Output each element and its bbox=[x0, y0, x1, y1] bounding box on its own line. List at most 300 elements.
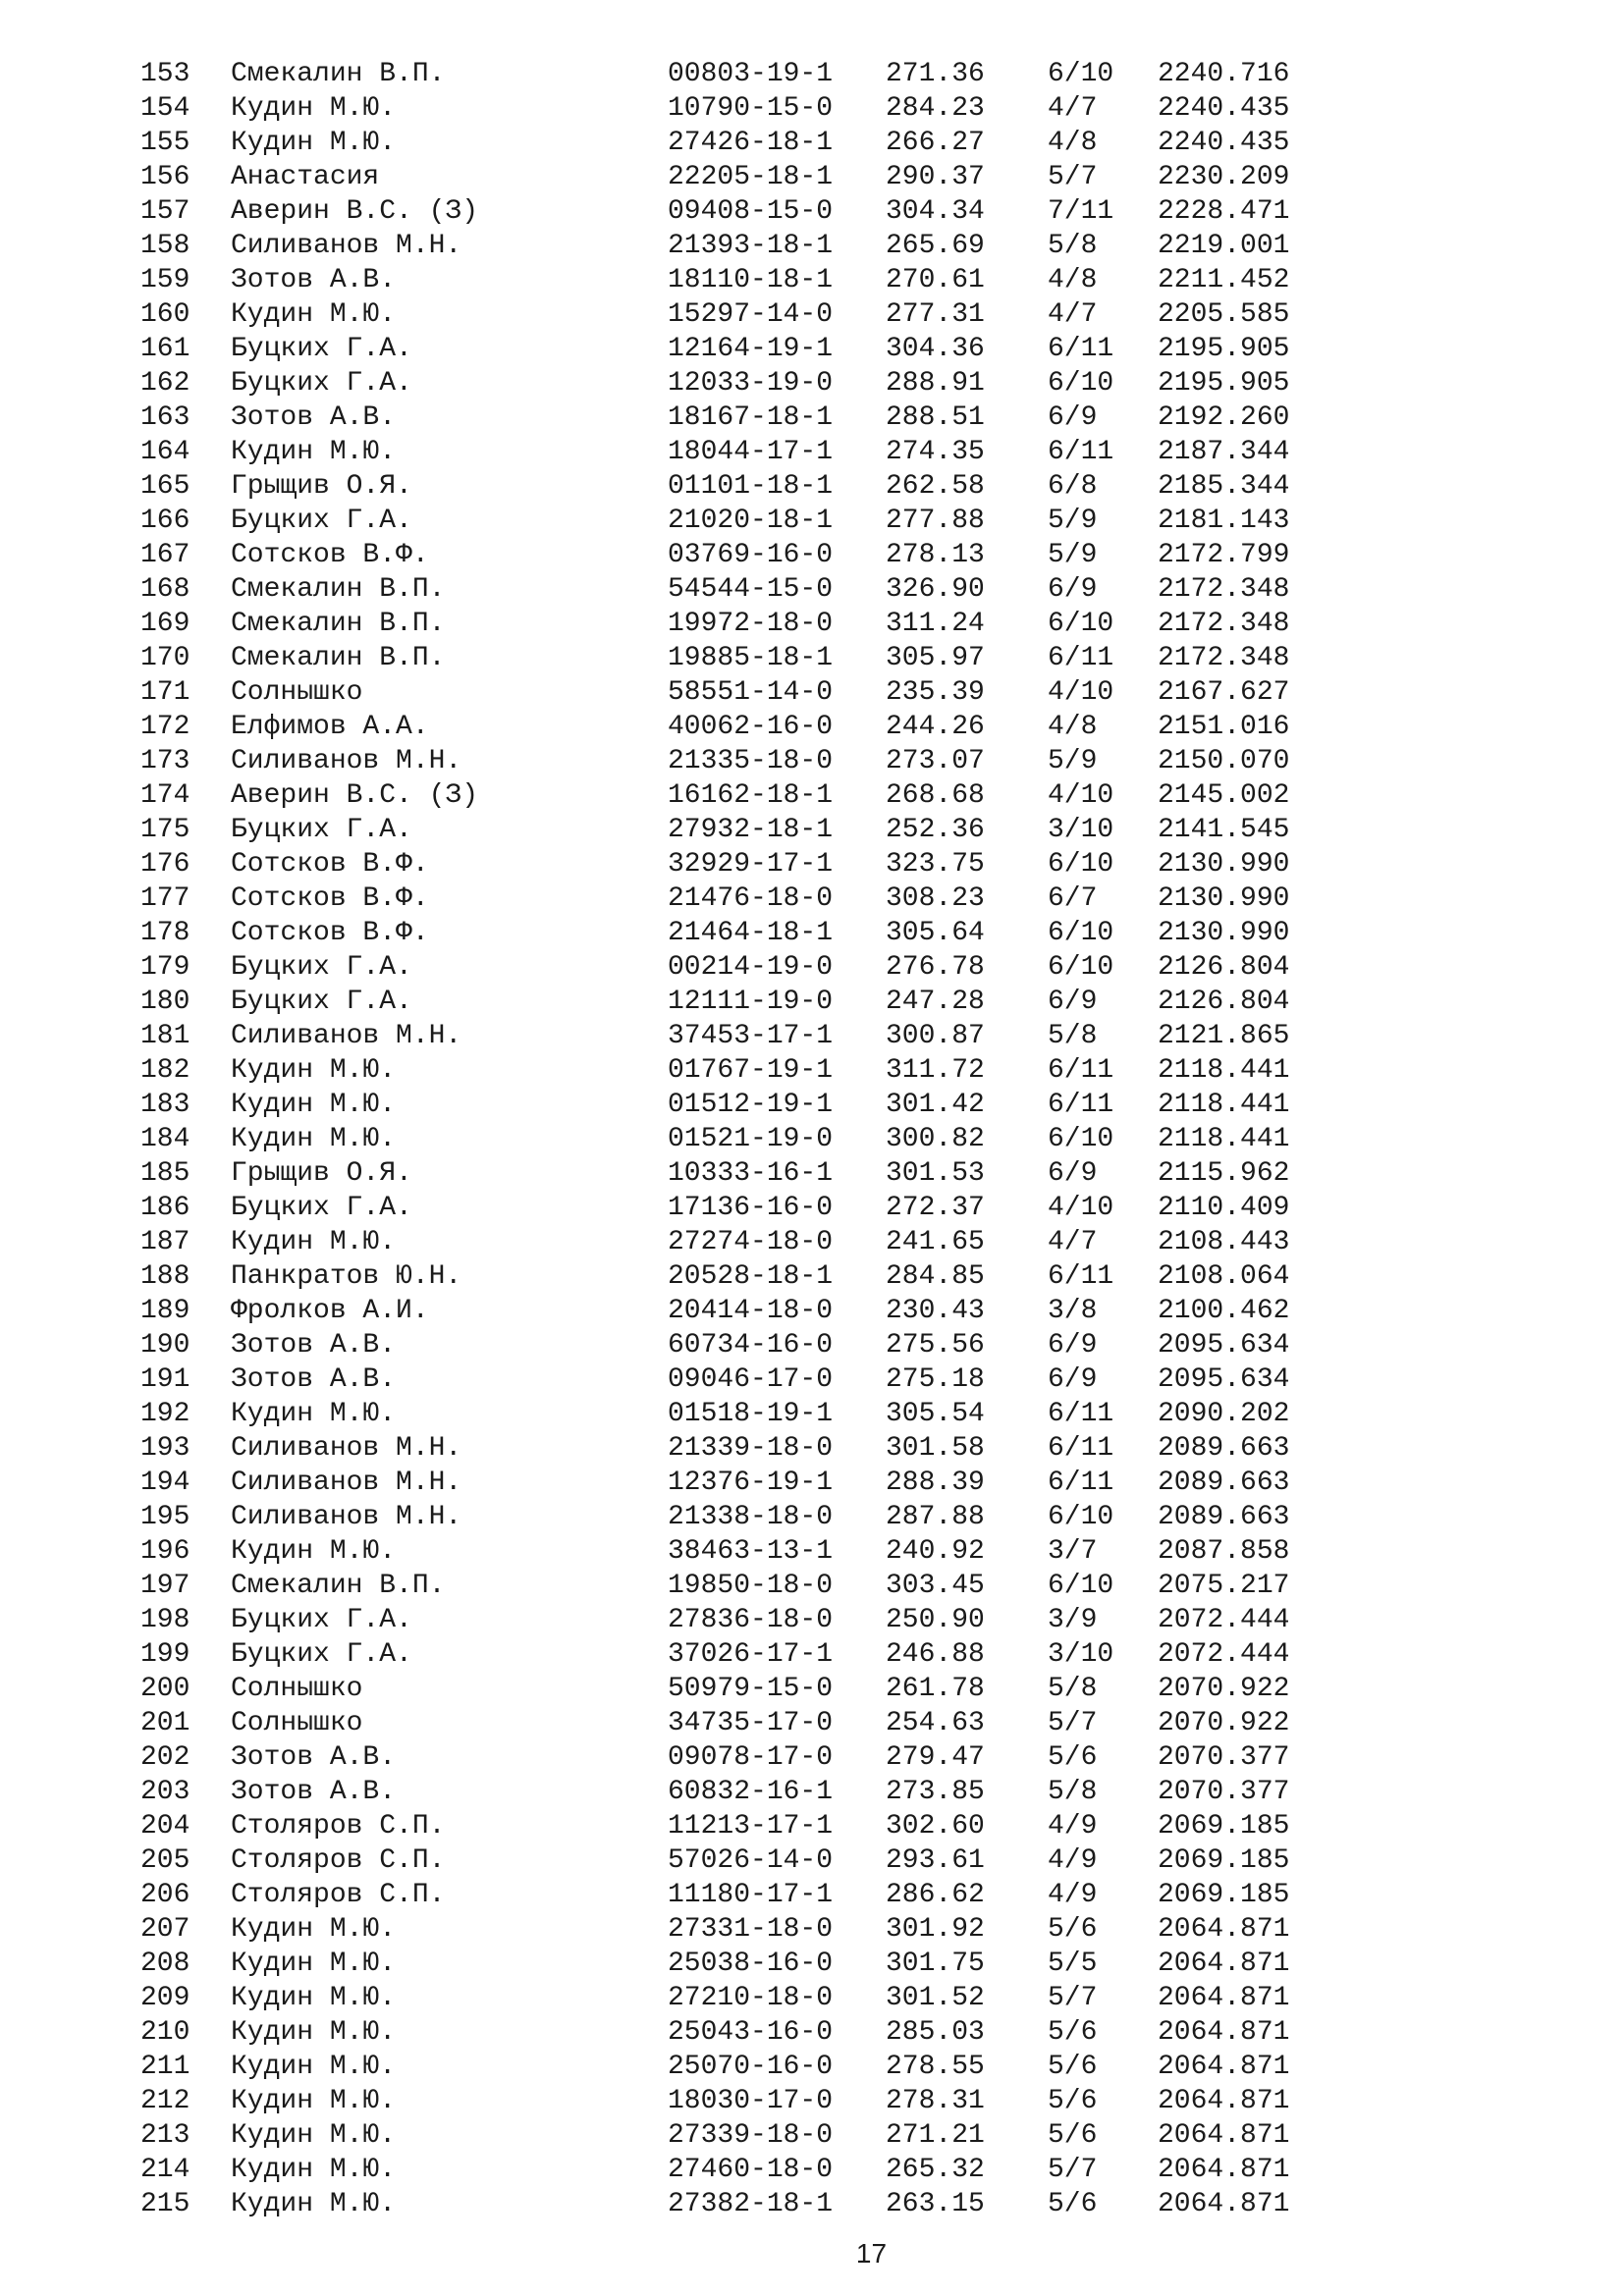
ratio-value: 5/9 bbox=[1048, 540, 1098, 570]
score-value: 2185.344 bbox=[1158, 471, 1290, 502]
weight-value: 305.54 bbox=[886, 1399, 985, 1429]
score-value: 2195.905 bbox=[1158, 334, 1290, 364]
ratio-value: 6/10 bbox=[1048, 918, 1114, 948]
score-value: 2172.348 bbox=[1158, 574, 1290, 605]
owner-name: Кудин М.Ю. bbox=[231, 299, 397, 330]
table-row bbox=[0, 1122, 1624, 1156]
owner-name: Зотов А.В. bbox=[231, 402, 397, 433]
weight-value: 279.47 bbox=[886, 1742, 985, 1773]
record-code: 27274-18-0 bbox=[668, 1227, 834, 1257]
owner-name: Кудин М.Ю. bbox=[231, 128, 397, 158]
ratio-value: 3/10 bbox=[1048, 815, 1114, 845]
table-row bbox=[0, 1843, 1624, 1878]
owner-name: Силиванов М.Н. bbox=[231, 231, 462, 261]
table-row bbox=[0, 91, 1624, 126]
row-number: 166 bbox=[140, 506, 190, 536]
score-value: 2228.471 bbox=[1158, 196, 1290, 227]
score-value: 2240.435 bbox=[1158, 93, 1290, 124]
table-row bbox=[0, 1156, 1624, 1191]
ratio-value: 3/7 bbox=[1048, 1536, 1098, 1567]
row-number: 180 bbox=[140, 987, 190, 1017]
owner-name: Буцких Г.А. bbox=[231, 368, 412, 399]
record-code: 21335-18-0 bbox=[668, 746, 834, 776]
record-code: 21338-18-0 bbox=[668, 1502, 834, 1532]
row-number: 170 bbox=[140, 643, 190, 673]
weight-value: 261.78 bbox=[886, 1674, 985, 1704]
row-number: 174 bbox=[140, 780, 190, 811]
ratio-value: 6/10 bbox=[1048, 368, 1114, 399]
row-number: 191 bbox=[140, 1364, 190, 1395]
table-row bbox=[0, 400, 1624, 435]
weight-value: 235.39 bbox=[886, 677, 985, 708]
table-row bbox=[0, 332, 1624, 366]
score-value: 2070.922 bbox=[1158, 1674, 1290, 1704]
table-row bbox=[0, 2084, 1624, 2118]
weight-value: 250.90 bbox=[886, 1605, 985, 1635]
ratio-value: 6/10 bbox=[1048, 609, 1114, 639]
owner-name: Кудин М.Ю. bbox=[231, 93, 397, 124]
page-number: 17 bbox=[855, 2238, 888, 2269]
row-number: 207 bbox=[140, 1914, 190, 1945]
record-code: 40062-16-0 bbox=[668, 712, 834, 742]
row-number: 197 bbox=[140, 1571, 190, 1601]
weight-value: 308.23 bbox=[886, 883, 985, 914]
owner-name: Буцких Г.А. bbox=[231, 1639, 412, 1670]
ratio-value: 6/9 bbox=[1048, 1158, 1098, 1189]
ratio-value: 6/8 bbox=[1048, 471, 1098, 502]
record-code: 16162-18-1 bbox=[668, 780, 834, 811]
owner-name: Столяров С.П. bbox=[231, 1845, 446, 1876]
score-value: 2172.348 bbox=[1158, 609, 1290, 639]
table-row bbox=[0, 1672, 1624, 1706]
ratio-value: 5/6 bbox=[1048, 1914, 1098, 1945]
score-value: 2090.202 bbox=[1158, 1399, 1290, 1429]
owner-name: Буцких Г.А. bbox=[231, 952, 412, 983]
weight-value: 305.97 bbox=[886, 643, 985, 673]
weight-value: 303.45 bbox=[886, 1571, 985, 1601]
weight-value: 326.90 bbox=[886, 574, 985, 605]
table-row bbox=[0, 1466, 1624, 1500]
row-number: 182 bbox=[140, 1055, 190, 1086]
owner-name: Кудин М.Ю. bbox=[231, 1227, 397, 1257]
owner-name: Кудин М.Ю. bbox=[231, 2155, 397, 2185]
row-number: 156 bbox=[140, 162, 190, 192]
record-code: 19885-18-1 bbox=[668, 643, 834, 673]
record-code: 37453-17-1 bbox=[668, 1021, 834, 1051]
owner-name: Кудин М.Ю. bbox=[231, 1399, 397, 1429]
score-value: 2118.441 bbox=[1158, 1124, 1290, 1154]
row-number: 200 bbox=[140, 1674, 190, 1704]
row-number: 162 bbox=[140, 368, 190, 399]
score-value: 2192.260 bbox=[1158, 402, 1290, 433]
ratio-value: 5/7 bbox=[1048, 1708, 1098, 1738]
score-value: 2100.462 bbox=[1158, 1296, 1290, 1326]
table-row bbox=[0, 1534, 1624, 1569]
ratio-value: 5/6 bbox=[1048, 2189, 1098, 2219]
record-code: 18167-18-1 bbox=[668, 402, 834, 433]
weight-value: 311.72 bbox=[886, 1055, 985, 1086]
row-number: 212 bbox=[140, 2086, 190, 2116]
table-row bbox=[0, 263, 1624, 297]
table-row bbox=[0, 881, 1624, 916]
score-value: 2151.016 bbox=[1158, 712, 1290, 742]
score-value: 2064.871 bbox=[1158, 2189, 1290, 2219]
score-value: 2172.348 bbox=[1158, 643, 1290, 673]
score-value: 2230.209 bbox=[1158, 162, 1290, 192]
record-code: 12376-19-1 bbox=[668, 1468, 834, 1498]
table-row bbox=[0, 504, 1624, 538]
row-number: 199 bbox=[140, 1639, 190, 1670]
score-value: 2064.871 bbox=[1158, 2086, 1290, 2116]
owner-name: Кудин М.Ю. bbox=[231, 437, 397, 467]
ratio-value: 5/8 bbox=[1048, 1021, 1098, 1051]
owner-name: Силиванов М.Н. bbox=[231, 746, 462, 776]
table-row bbox=[0, 1706, 1624, 1740]
row-number: 181 bbox=[140, 1021, 190, 1051]
ratio-value: 6/9 bbox=[1048, 402, 1098, 433]
table-row bbox=[0, 194, 1624, 229]
ratio-value: 4/9 bbox=[1048, 1845, 1098, 1876]
record-code: 18030-17-0 bbox=[668, 2086, 834, 2116]
owner-name: Кудин М.Ю. bbox=[231, 2189, 397, 2219]
ratio-value: 6/10 bbox=[1048, 59, 1114, 89]
score-value: 2108.443 bbox=[1158, 1227, 1290, 1257]
table-row bbox=[0, 160, 1624, 194]
row-number: 158 bbox=[140, 231, 190, 261]
score-value: 2167.627 bbox=[1158, 677, 1290, 708]
score-value: 2181.143 bbox=[1158, 506, 1290, 536]
weight-value: 293.61 bbox=[886, 1845, 985, 1876]
table-row bbox=[0, 1225, 1624, 1259]
ratio-value: 5/8 bbox=[1048, 231, 1098, 261]
weight-value: 323.75 bbox=[886, 849, 985, 880]
record-code: 27339-18-0 bbox=[668, 2120, 834, 2151]
ratio-value: 6/9 bbox=[1048, 1364, 1098, 1395]
owner-name: Зотов А.В. bbox=[231, 1777, 397, 1807]
record-code: 19850-18-0 bbox=[668, 1571, 834, 1601]
weight-value: 266.27 bbox=[886, 128, 985, 158]
weight-value: 272.37 bbox=[886, 1193, 985, 1223]
ratio-value: 5/8 bbox=[1048, 1777, 1098, 1807]
row-number: 194 bbox=[140, 1468, 190, 1498]
record-code: 18110-18-1 bbox=[668, 265, 834, 295]
ratio-value: 6/11 bbox=[1048, 334, 1114, 364]
record-code: 60734-16-0 bbox=[668, 1330, 834, 1361]
record-code: 11213-17-1 bbox=[668, 1811, 834, 1842]
table-row bbox=[0, 778, 1624, 813]
score-value: 2089.663 bbox=[1158, 1502, 1290, 1532]
record-code: 50979-15-0 bbox=[668, 1674, 834, 1704]
weight-value: 304.36 bbox=[886, 334, 985, 364]
weight-value: 273.07 bbox=[886, 746, 985, 776]
table-row bbox=[0, 1019, 1624, 1053]
weight-value: 285.03 bbox=[886, 2017, 985, 2048]
score-value: 2064.871 bbox=[1158, 2017, 1290, 2048]
table-row bbox=[0, 1500, 1624, 1534]
table-row bbox=[0, 950, 1624, 985]
results-table bbox=[0, 57, 1624, 2221]
weight-value: 270.61 bbox=[886, 265, 985, 295]
table-row bbox=[0, 572, 1624, 607]
weight-value: 274.35 bbox=[886, 437, 985, 467]
ratio-value: 5/6 bbox=[1048, 2052, 1098, 2082]
owner-name: Зотов А.В. bbox=[231, 1742, 397, 1773]
table-row bbox=[0, 1088, 1624, 1122]
table-row bbox=[0, 916, 1624, 950]
weight-value: 301.75 bbox=[886, 1949, 985, 1979]
row-number: 172 bbox=[140, 712, 190, 742]
row-number: 167 bbox=[140, 540, 190, 570]
ratio-value: 6/11 bbox=[1048, 1399, 1114, 1429]
table-row bbox=[0, 1809, 1624, 1843]
record-code: 57026-14-0 bbox=[668, 1845, 834, 1876]
weight-value: 304.34 bbox=[886, 196, 985, 227]
owner-name: Смекалин В.П. bbox=[231, 59, 446, 89]
weight-value: 302.60 bbox=[886, 1811, 985, 1842]
record-code: 03769-16-0 bbox=[668, 540, 834, 570]
weight-value: 301.42 bbox=[886, 1090, 985, 1120]
record-code: 25070-16-0 bbox=[668, 2052, 834, 2082]
score-value: 2130.990 bbox=[1158, 918, 1290, 948]
row-number: 210 bbox=[140, 2017, 190, 2048]
owner-name: Солнышко bbox=[231, 1674, 363, 1704]
owner-name: Солнышко bbox=[231, 1708, 363, 1738]
score-value: 2172.799 bbox=[1158, 540, 1290, 570]
owner-name: Силиванов М.Н. bbox=[231, 1433, 462, 1464]
table-row bbox=[0, 2187, 1624, 2221]
owner-name: Солнышко bbox=[231, 677, 363, 708]
table-row bbox=[0, 1053, 1624, 1088]
owner-name: Сотсков В.Ф. bbox=[231, 883, 429, 914]
score-value: 2211.452 bbox=[1158, 265, 1290, 295]
row-number: 183 bbox=[140, 1090, 190, 1120]
row-number: 163 bbox=[140, 402, 190, 433]
owner-name: Фролков А.И. bbox=[231, 1296, 429, 1326]
ratio-value: 5/6 bbox=[1048, 1742, 1098, 1773]
record-code: 27210-18-0 bbox=[668, 1983, 834, 2013]
owner-name: Смекалин В.П. bbox=[231, 643, 446, 673]
weight-value: 287.88 bbox=[886, 1502, 985, 1532]
weight-value: 254.63 bbox=[886, 1708, 985, 1738]
record-code: 34735-17-0 bbox=[668, 1708, 834, 1738]
ratio-value: 6/11 bbox=[1048, 643, 1114, 673]
weight-value: 241.65 bbox=[886, 1227, 985, 1257]
weight-value: 301.58 bbox=[886, 1433, 985, 1464]
record-code: 00803-19-1 bbox=[668, 59, 834, 89]
ratio-value: 5/5 bbox=[1048, 1949, 1098, 1979]
table-row bbox=[0, 607, 1624, 641]
score-value: 2126.804 bbox=[1158, 987, 1290, 1017]
weight-value: 275.56 bbox=[886, 1330, 985, 1361]
weight-value: 290.37 bbox=[886, 162, 985, 192]
table-row bbox=[0, 1328, 1624, 1362]
row-number: 176 bbox=[140, 849, 190, 880]
row-number: 209 bbox=[140, 1983, 190, 2013]
weight-value: 300.87 bbox=[886, 1021, 985, 1051]
table-row bbox=[0, 1191, 1624, 1225]
row-number: 165 bbox=[140, 471, 190, 502]
owner-name: Столяров С.П. bbox=[231, 1811, 446, 1842]
row-number: 213 bbox=[140, 2120, 190, 2151]
ratio-value: 4/8 bbox=[1048, 712, 1098, 742]
score-value: 2121.865 bbox=[1158, 1021, 1290, 1051]
row-number: 168 bbox=[140, 574, 190, 605]
ratio-value: 5/6 bbox=[1048, 2017, 1098, 2048]
ratio-value: 3/9 bbox=[1048, 1605, 1098, 1635]
ratio-value: 7/11 bbox=[1048, 196, 1114, 227]
row-number: 198 bbox=[140, 1605, 190, 1635]
weight-value: 277.88 bbox=[886, 506, 985, 536]
record-code: 22205-18-1 bbox=[668, 162, 834, 192]
ratio-value: 4/8 bbox=[1048, 265, 1098, 295]
owner-name: Буцких Г.А. bbox=[231, 987, 412, 1017]
weight-value: 278.13 bbox=[886, 540, 985, 570]
score-value: 2095.634 bbox=[1158, 1330, 1290, 1361]
weight-value: 240.92 bbox=[886, 1536, 985, 1567]
score-value: 2150.070 bbox=[1158, 746, 1290, 776]
table-row bbox=[0, 126, 1624, 160]
table-row bbox=[0, 469, 1624, 504]
ratio-value: 3/10 bbox=[1048, 1639, 1114, 1670]
weight-value: 230.43 bbox=[886, 1296, 985, 1326]
row-number: 171 bbox=[140, 677, 190, 708]
ratio-value: 4/7 bbox=[1048, 1227, 1098, 1257]
owner-name: Сотсков В.Ф. bbox=[231, 849, 429, 880]
record-code: 12033-19-0 bbox=[668, 368, 834, 399]
record-code: 10790-15-0 bbox=[668, 93, 834, 124]
record-code: 54544-15-0 bbox=[668, 574, 834, 605]
score-value: 2205.585 bbox=[1158, 299, 1290, 330]
owner-name: Панкратов Ю.Н. bbox=[231, 1261, 462, 1292]
record-code: 00214-19-0 bbox=[668, 952, 834, 983]
row-number: 188 bbox=[140, 1261, 190, 1292]
score-value: 2064.871 bbox=[1158, 2155, 1290, 2185]
score-value: 2072.444 bbox=[1158, 1639, 1290, 1670]
record-code: 27382-18-1 bbox=[668, 2189, 834, 2219]
row-number: 189 bbox=[140, 1296, 190, 1326]
record-code: 27460-18-0 bbox=[668, 2155, 834, 2185]
score-value: 2069.185 bbox=[1158, 1880, 1290, 1910]
score-value: 2064.871 bbox=[1158, 1949, 1290, 1979]
owner-name: Силиванов М.Н. bbox=[231, 1021, 462, 1051]
record-code: 09078-17-0 bbox=[668, 1742, 834, 1773]
record-code: 25043-16-0 bbox=[668, 2017, 834, 2048]
score-value: 2064.871 bbox=[1158, 1983, 1290, 2013]
row-number: 211 bbox=[140, 2052, 190, 2082]
owner-name: Буцких Г.А. bbox=[231, 506, 412, 536]
ratio-value: 5/9 bbox=[1048, 746, 1098, 776]
weight-value: 276.78 bbox=[886, 952, 985, 983]
table-row bbox=[0, 1947, 1624, 1981]
row-number: 205 bbox=[140, 1845, 190, 1876]
score-value: 2195.905 bbox=[1158, 368, 1290, 399]
record-code: 10333-16-1 bbox=[668, 1158, 834, 1189]
score-value: 2095.634 bbox=[1158, 1364, 1290, 1395]
weight-value: 271.21 bbox=[886, 2120, 985, 2151]
row-number: 173 bbox=[140, 746, 190, 776]
row-number: 187 bbox=[140, 1227, 190, 1257]
weight-value: 247.28 bbox=[886, 987, 985, 1017]
owner-name: Зотов А.В. bbox=[231, 265, 397, 295]
weight-value: 288.51 bbox=[886, 402, 985, 433]
table-row bbox=[0, 813, 1624, 847]
row-number: 164 bbox=[140, 437, 190, 467]
row-number: 169 bbox=[140, 609, 190, 639]
table-row bbox=[0, 1397, 1624, 1431]
record-code: 11180-17-1 bbox=[668, 1880, 834, 1910]
score-value: 2240.716 bbox=[1158, 59, 1290, 89]
owner-name: Грыщив О.Я. bbox=[231, 471, 412, 502]
record-code: 15297-14-0 bbox=[668, 299, 834, 330]
weight-value: 301.92 bbox=[886, 1914, 985, 1945]
ratio-value: 6/11 bbox=[1048, 1055, 1114, 1086]
table-row bbox=[0, 1603, 1624, 1637]
table-row bbox=[0, 1912, 1624, 1947]
ratio-value: 3/8 bbox=[1048, 1296, 1098, 1326]
owner-name: Анастасия bbox=[231, 162, 380, 192]
weight-value: 278.31 bbox=[886, 2086, 985, 2116]
row-number: 179 bbox=[140, 952, 190, 983]
score-value: 2089.663 bbox=[1158, 1468, 1290, 1498]
ratio-value: 6/10 bbox=[1048, 1124, 1114, 1154]
score-value: 2075.217 bbox=[1158, 1571, 1290, 1601]
score-value: 2115.962 bbox=[1158, 1158, 1290, 1189]
score-value: 2240.435 bbox=[1158, 128, 1290, 158]
owner-name: Кудин М.Ю. bbox=[231, 2086, 397, 2116]
table-row bbox=[0, 297, 1624, 332]
score-value: 2069.185 bbox=[1158, 1845, 1290, 1876]
table-row bbox=[0, 2050, 1624, 2084]
table-row bbox=[0, 1569, 1624, 1603]
weight-value: 288.91 bbox=[886, 368, 985, 399]
owner-name: Кудин М.Ю. bbox=[231, 1914, 397, 1945]
score-value: 2089.663 bbox=[1158, 1433, 1290, 1464]
table-row bbox=[0, 435, 1624, 469]
weight-value: 273.85 bbox=[886, 1777, 985, 1807]
ratio-value: 6/9 bbox=[1048, 987, 1098, 1017]
score-value: 2118.441 bbox=[1158, 1055, 1290, 1086]
owner-name: Сотсков В.Ф. bbox=[231, 918, 429, 948]
ratio-value: 6/11 bbox=[1048, 1433, 1114, 1464]
table-row bbox=[0, 1259, 1624, 1294]
record-code: 12164-19-1 bbox=[668, 334, 834, 364]
row-number: 192 bbox=[140, 1399, 190, 1429]
weight-value: 278.55 bbox=[886, 2052, 985, 2082]
table-row bbox=[0, 1637, 1624, 1672]
owner-name: Кудин М.Ю. bbox=[231, 1536, 397, 1567]
weight-value: 275.18 bbox=[886, 1364, 985, 1395]
score-value: 2070.922 bbox=[1158, 1708, 1290, 1738]
record-code: 21476-18-0 bbox=[668, 883, 834, 914]
score-value: 2126.804 bbox=[1158, 952, 1290, 983]
owner-name: Аверин В.С. (З) bbox=[231, 780, 479, 811]
ratio-value: 6/7 bbox=[1048, 883, 1098, 914]
record-code: 21339-18-0 bbox=[668, 1433, 834, 1464]
record-code: 38463-13-1 bbox=[668, 1536, 834, 1567]
table-row bbox=[0, 229, 1624, 263]
row-number: 160 bbox=[140, 299, 190, 330]
owner-name: Грыщив О.Я. bbox=[231, 1158, 412, 1189]
score-value: 2064.871 bbox=[1158, 2052, 1290, 2082]
score-value: 2070.377 bbox=[1158, 1777, 1290, 1807]
score-value: 2110.409 bbox=[1158, 1193, 1290, 1223]
weight-value: 301.53 bbox=[886, 1158, 985, 1189]
score-value: 2087.858 bbox=[1158, 1536, 1290, 1567]
owner-name: Буцких Г.А. bbox=[231, 334, 412, 364]
weight-value: 244.26 bbox=[886, 712, 985, 742]
score-value: 2070.377 bbox=[1158, 1742, 1290, 1773]
record-code: 25038-16-0 bbox=[668, 1949, 834, 1979]
